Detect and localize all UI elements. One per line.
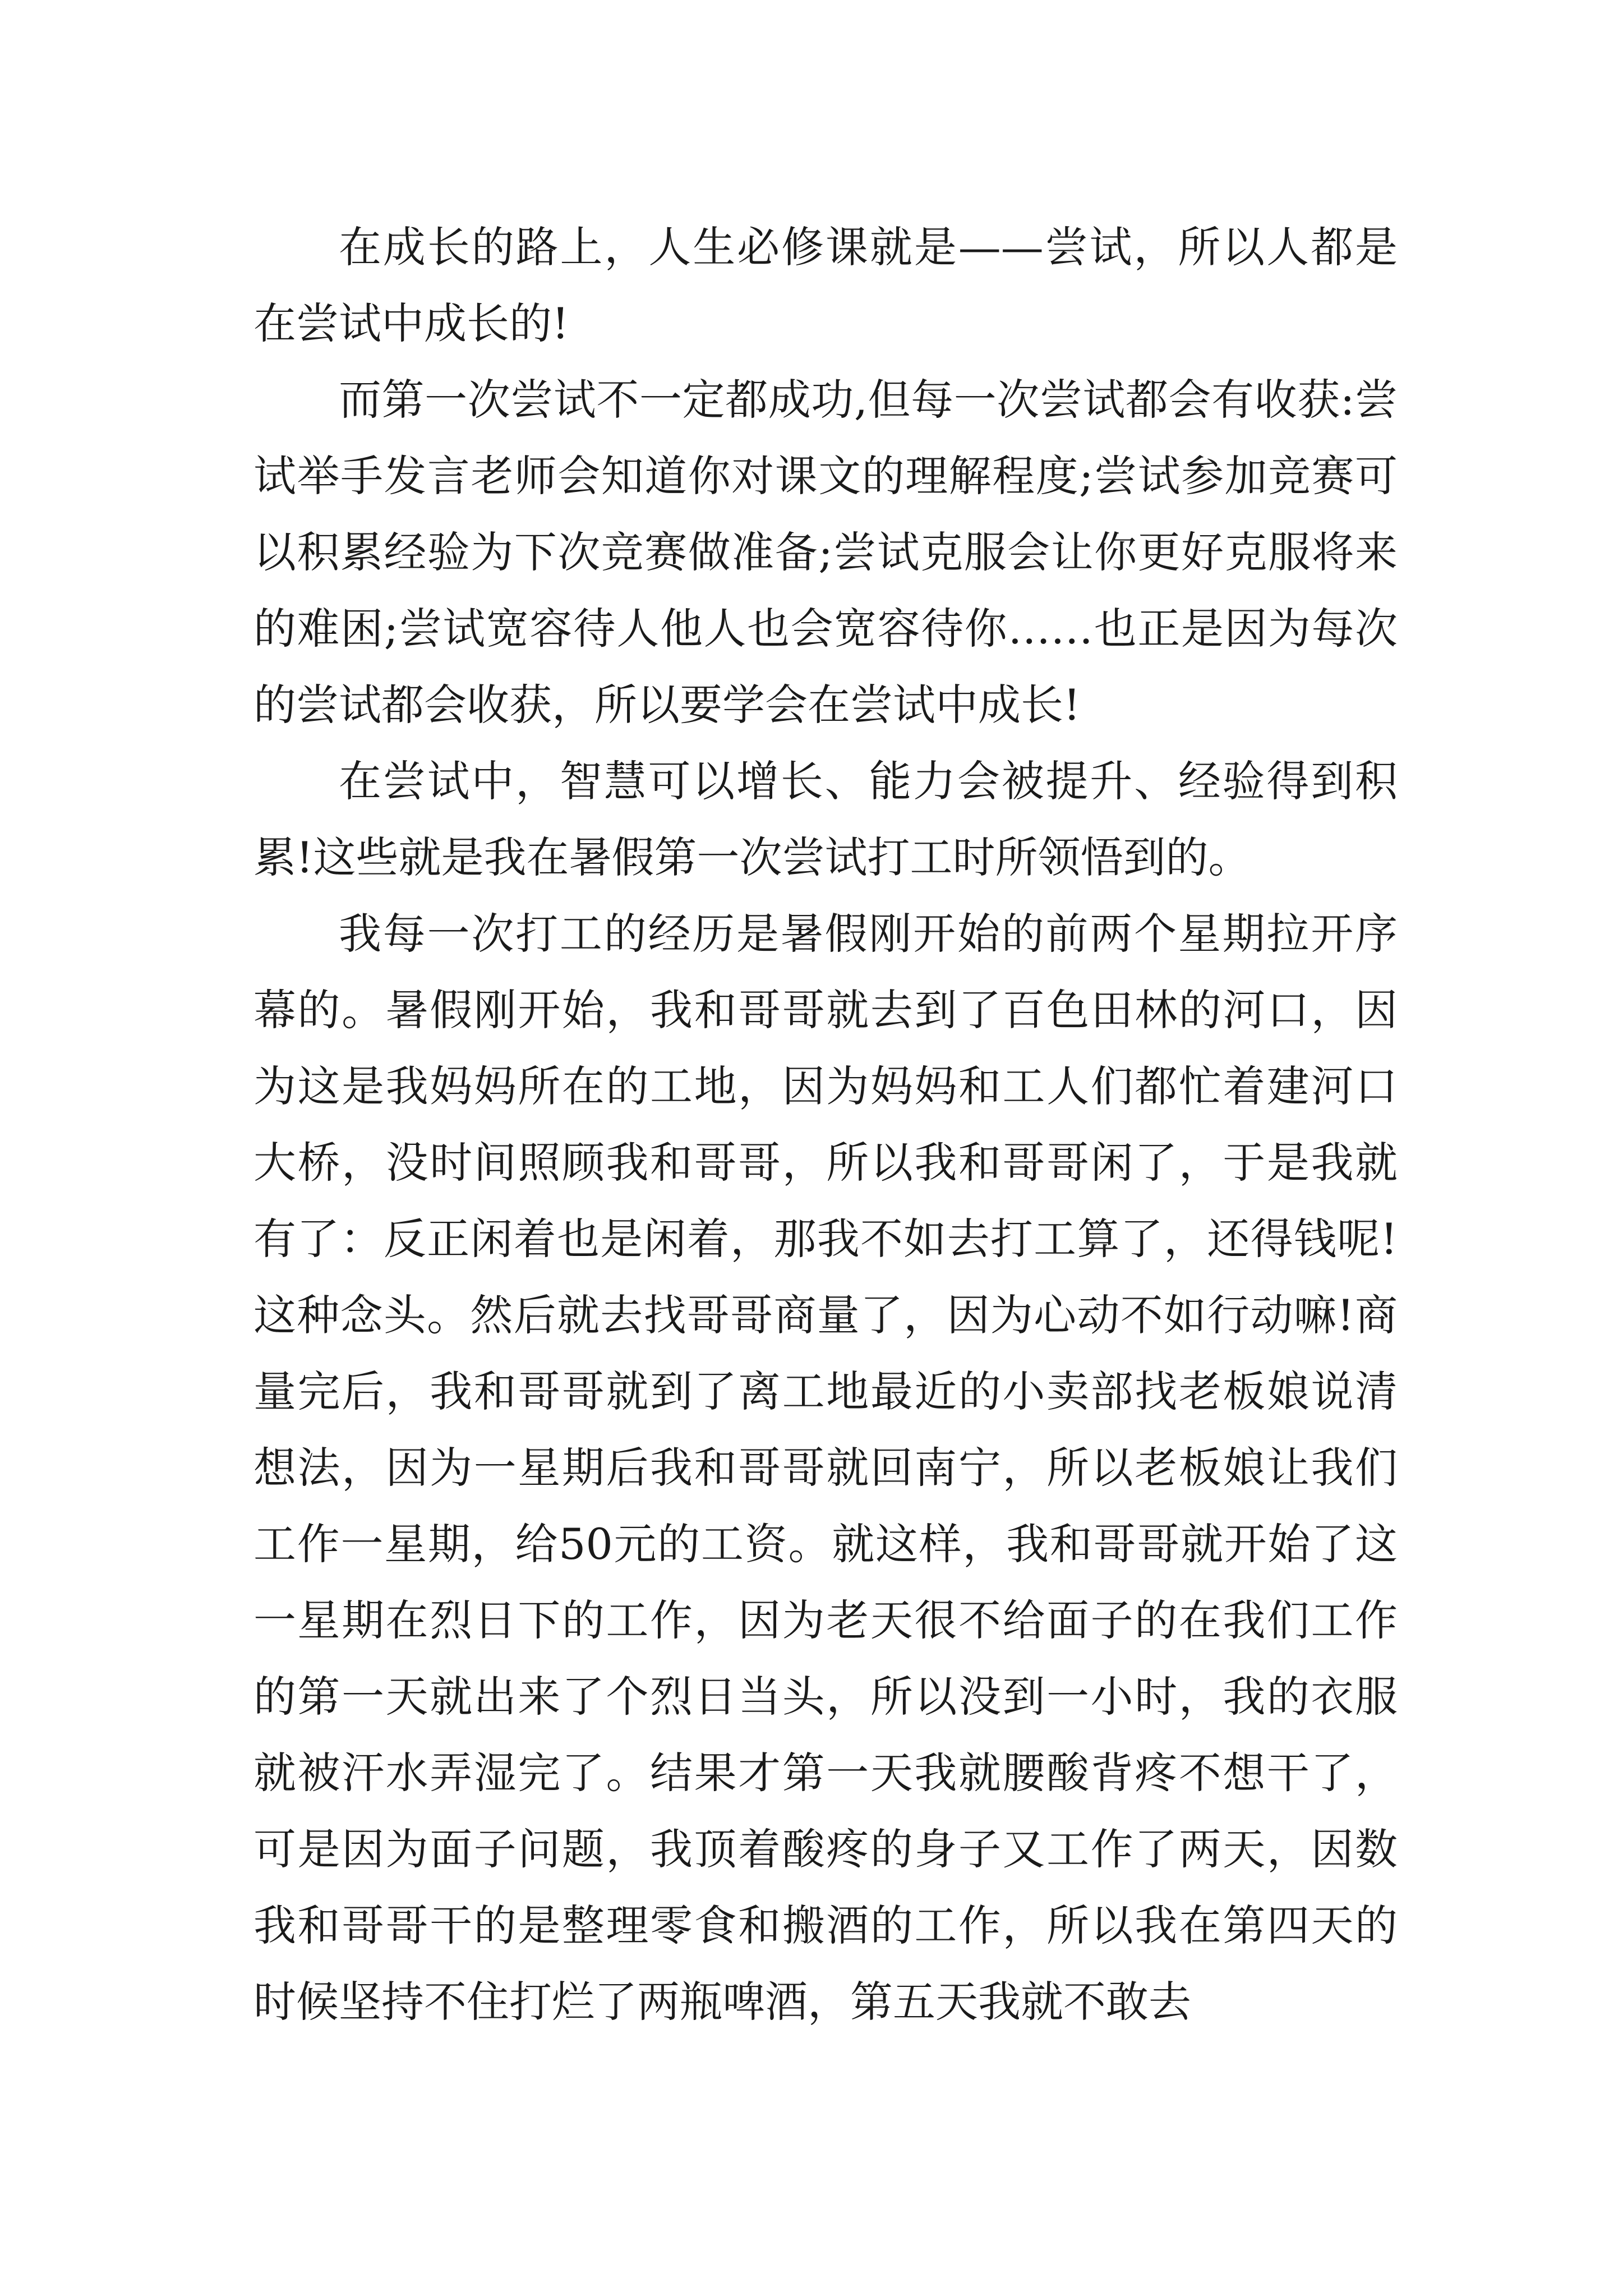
paragraph-2: 而第一次尝试不一定都成功,但每一次尝试都会有收获:尝试举手发言老师会知道你对课文的理解程度;尝试参加竞赛可以积累经验为下次竞赛做准备;尝试克服会让你更好克服将来的难困;尝试宽容待人他人也会宽容待你……也正是因为每次的尝试都会收获，所以要学会在尝试中成长! (253, 375, 1398, 730)
paragraph-4: 我每一次打工的经历是暑假刚开始的前两个星期拉开序幕的。暑假刚开始，我和哥哥就去到了百色田林的河口，因为这是我妈妈所在的工地，因为妈妈和工人们都忙着建河口大桥，没时间照顾我和哥哥，所以我和哥哥闲了，于是我就有了：反正闲着也是闲着，那我不如去打工算了，还得钱呢!这种念头。然后就去找哥哥商量了，因为心动不如行动嘛!商量完后，我和哥哥就到了离工地最近的小卖部找老板娘说清想法，因为一星期后我和哥哥就回南宁，所以老板娘让我们工作一星期，给50元的工资。就这样，我和哥哥就开始了这一星期在烈日下的工作，因为老天很不给面子的在我们工作的第一天就出来了个烈日当头，所以没到一小时，我的衣服就被汗水弄湿完了。结果才第一天我就腰酸背疼不想干了，可是因为面子问题，我顶着酸疼的身子又工作了两天，因数我和哥哥干的是整理零食和搬酒的工作，所以我在第四天的时候坚持不住打烂了两瓶啤酒，第五天我就不敢去 (253, 909, 1398, 2027)
document-body (253, 209, 1398, 2040)
paragraph-3: 在尝试中，智慧可以增长、能力会被提升、经验得到积累!这些就是我在暑假第一次尝试打工时所领悟到的。 (253, 756, 1398, 882)
paragraph-1: 在成长的路上，人生必修课就是——尝试，所以人都是在尝试中成长的! (253, 222, 1398, 348)
